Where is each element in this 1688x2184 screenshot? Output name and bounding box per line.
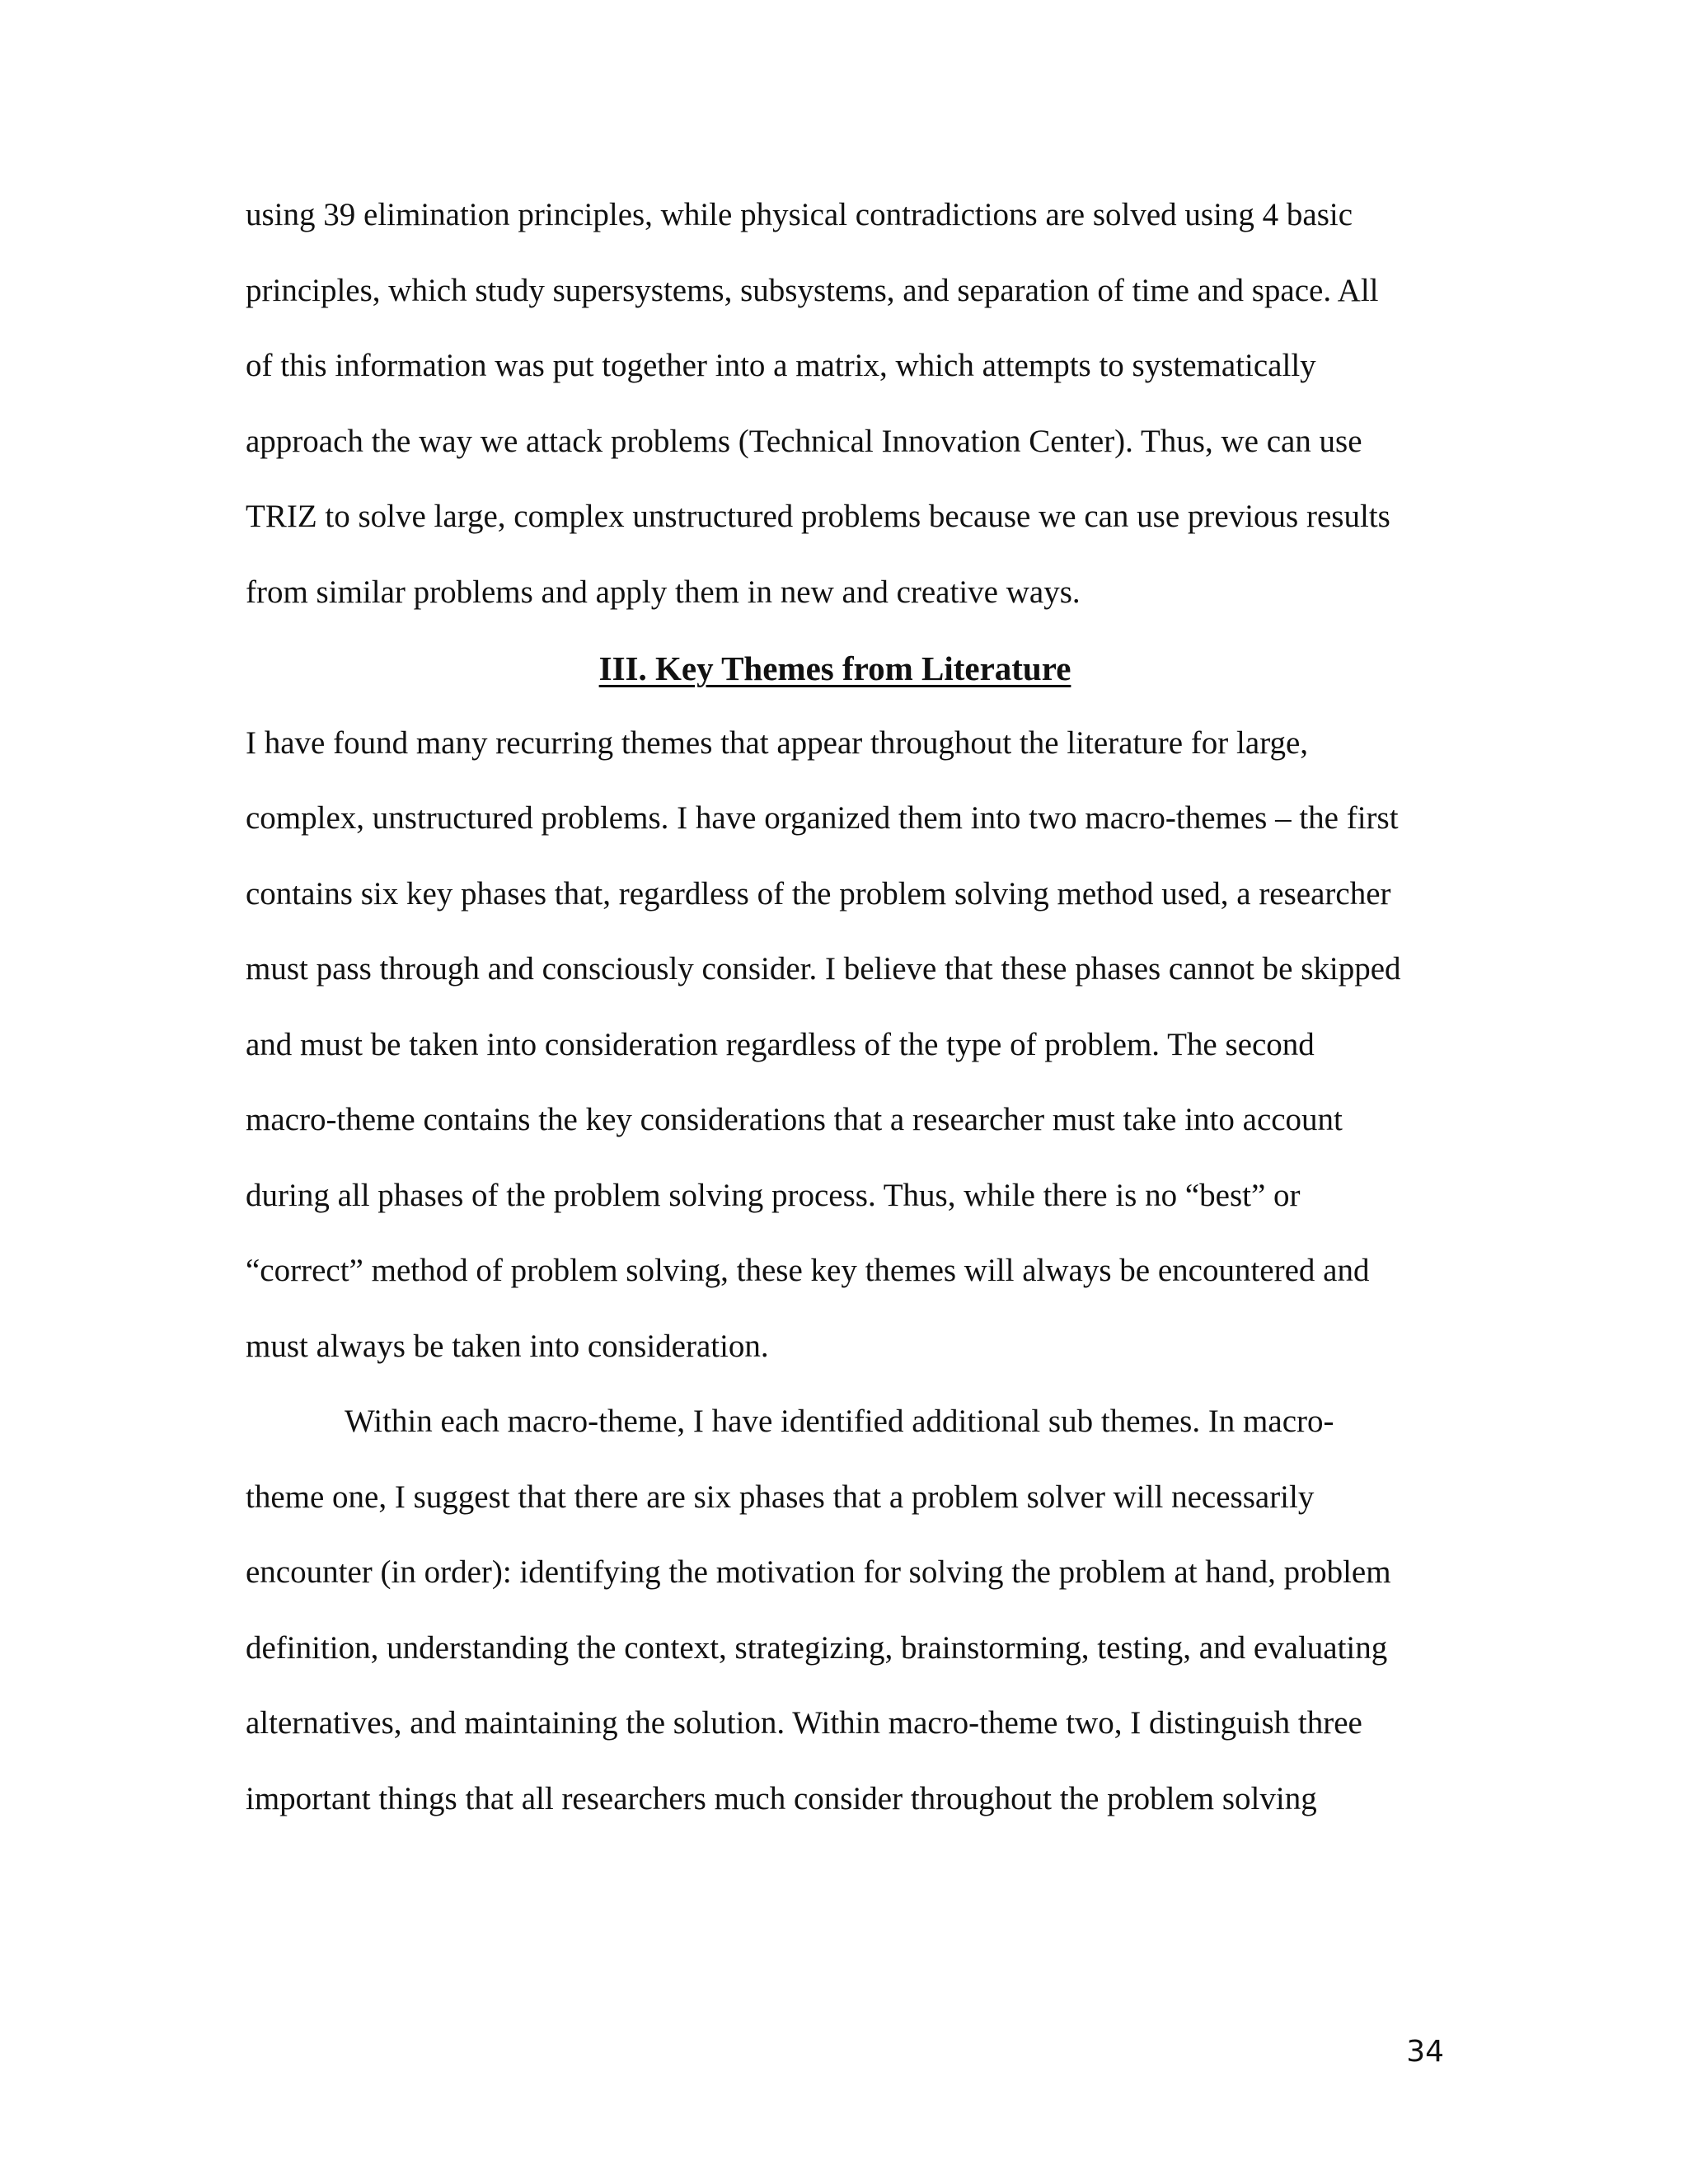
paragraph-2-line-3: contains six key phases that, regardless of the problem solving method used, a researcher [246,876,1391,912]
paragraph-3-line-3: encounter (in order): identifying the motivation for solving the problem at hand, problem [246,1554,1391,1590]
paragraph-1-line-3: of this information was put together into a matrix, which attempts to systematically [246,348,1316,383]
paragraph-2-line-1: I have found many recurring themes that appear throughout the literature for large, [246,725,1309,761]
paragraph-3-line-5: alternatives, and maintaining the solution. Within macro-theme two, I distinguish three [246,1705,1362,1741]
paragraph-2-line-8: “correct” method of problem solving, these key themes will always be encountered and [246,1253,1370,1288]
paragraph-1-line-1: using 39 elimination principles, while physical contradictions are solved using 4 basic [246,197,1353,232]
paragraph-2-line-9: must always be taken into consideration. [246,1329,769,1364]
paragraph-2-line-7: during all phases of the problem solving process. Thus, while there is no “best” or [246,1178,1301,1213]
paragraph-2-line-4: must pass through and consciously consider. I believe that these phases cannot be skipped [246,951,1401,987]
paragraph-3-line-2: theme one, I suggest that there are six phases that a problem solver will necessarily [246,1479,1315,1515]
paragraph-1-line-2: principles, which study supersystems, subsystems, and separation of time and space. All [246,273,1379,308]
paragraph-3-line-6: important things that all researchers much consider throughout the problem solving [246,1781,1317,1816]
paragraph-1-line-4: approach the way we attack problems (Technical Innovation Center). Thus, we can use [246,424,1362,459]
paragraph-3-line-4: definition, understanding the context, strategizing, brainstorming, testing, and evaluating [246,1630,1388,1666]
paragraph-2-line-2: complex, unstructured problems. I have organized them into two macro-themes – the first [246,800,1399,836]
paragraph-3-line-1: Within each macro-theme, I have identified additional sub themes. In macro- [345,1404,1334,1439]
page-number: 34 [1406,2035,1444,2069]
paragraph-2-line-6: macro-theme contains the key considerations that a researcher must take into account [246,1102,1343,1137]
paragraph-1-line-5: TRIZ to solve large, complex unstructured problems because we can use previous results [246,499,1390,534]
section-heading: III. Key Themes from Literature [598,649,1071,687]
paragraph-1-line-6: from similar problems and apply them in new and creative ways. [246,574,1081,610]
paragraph-2-line-5: and must be taken into consideration regardless of the type of problem. The second [246,1027,1315,1062]
